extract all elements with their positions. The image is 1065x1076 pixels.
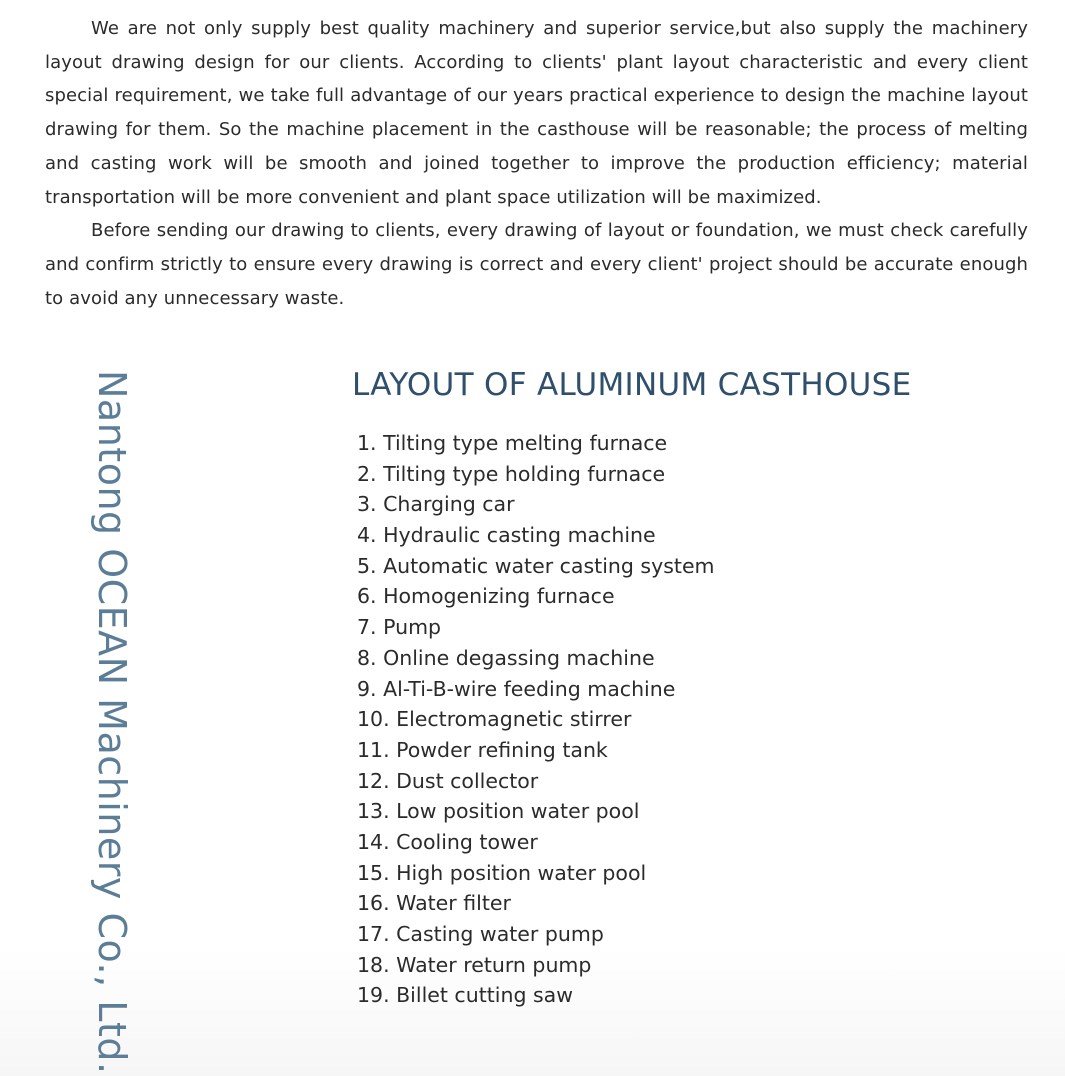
layout-list-item: 15. High position water pool [357,860,647,885]
layout-list-item: 2. Tilting type holding furnace [357,461,666,486]
layout-list-item: 5. Automatic water casting system [357,553,715,578]
layout-list-item: 11. Powder refining tank [357,737,608,762]
layout-list-item: 18. Water return pump [357,952,592,977]
layout-list-item: 17. Casting water pump [357,922,604,946]
layout-list-item: 3. Charging car [357,492,515,517]
layout-list-item: 10. Electromagnetic stirrer [357,707,632,732]
layout-list-item: 4. Hydraulic casting machine [357,523,656,548]
layout-list-item: 19. Billet cutting saw [357,983,574,1008]
intro-text [45,12,1028,315]
layout-list-item: 9. Al-Ti-B-wire feeding machine [357,676,676,701]
layout-title: LAYOUT OF ALUMINUM CASTHOUSE [352,367,912,403]
intro-paragraph-1: We are not only supply best quality machinery and superior service,but also supply the machinery layout drawing design for our clients. According to clients' plant layout characteristic and every client special requirement, we take full advantage of our years practical experience to design the machine layout drawing for them. So the machine placement in the casthouse will be reasonable; the process of melting and casting work will be smooth and joined together to improve the production efficiency; material transportation will be more convenient and plant space utilization will be maximized. [45,18,1028,208]
company-name-vertical: Nantong OCEAN Machinery Co., Ltd. [90,370,134,1075]
intro-paragraph-2: Before sending our drawing to clients, every drawing of layout or foundation, we must check carefully and confirm strictly to ensure every drawing is correct and every client' project should be accurate enough to avoid any unnecessary waste. [45,220,1028,309]
layout-list-item: 7. Pump [357,615,442,640]
layout-list [357,428,715,1011]
layout-list-item: 12. Dust collector [357,768,539,793]
layout-list-item: 16. Water filter [357,891,511,916]
layout-list-item: 13. Low position water pool [357,799,640,824]
layout-list-item: 6. Homogenizing furnace [357,584,615,609]
layout-list-item: 14. Cooling tower [357,829,538,854]
layout-list-item: 8. Online degassing machine [357,645,655,670]
layout-list-item: 1. Tilting type melting furnace [357,431,668,455]
